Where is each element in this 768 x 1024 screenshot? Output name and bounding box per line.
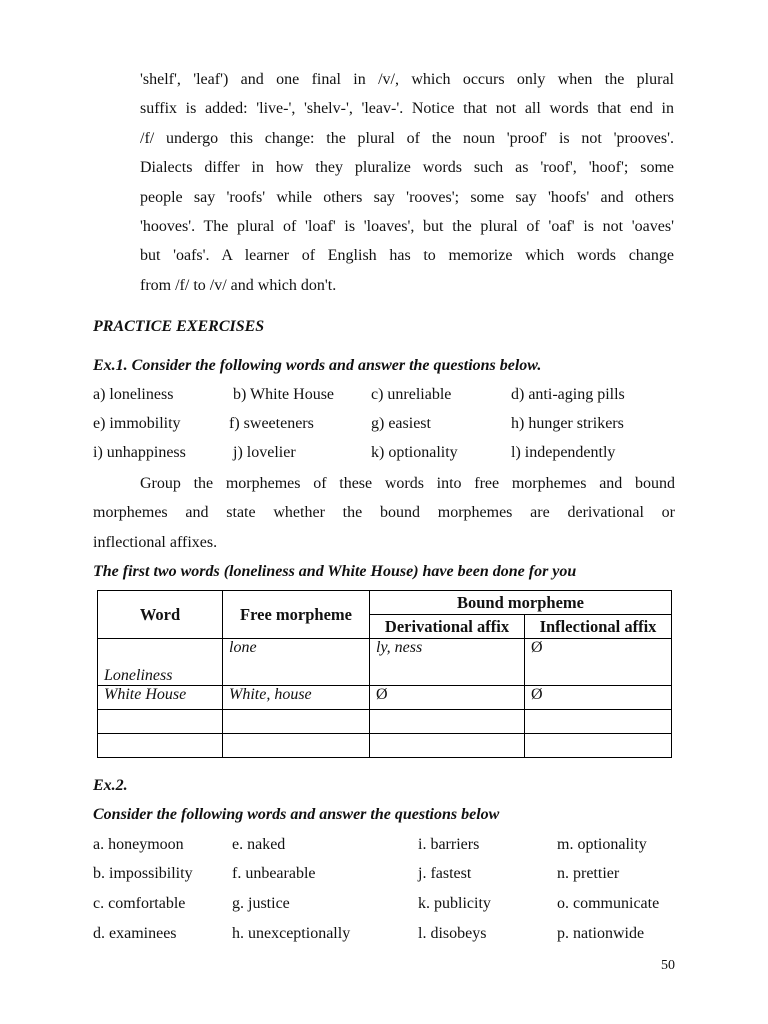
instruction-line: morphemes and state whether the bound morphemes are derivational or bbox=[93, 504, 675, 522]
instruction-line: inflectional affixes. bbox=[93, 533, 218, 551]
paragraph-line: suffix is added: 'live-', 'shelv-', 'leav-'. Notice that not all words that end in bbox=[140, 100, 674, 118]
word-item: a. honeymoon bbox=[93, 836, 184, 853]
cell-free: lone bbox=[223, 639, 370, 686]
cell-inflectional: Ø bbox=[525, 686, 672, 710]
ex2-word-row bbox=[93, 895, 683, 917]
header-bound-morpheme: Bound morpheme bbox=[370, 591, 672, 615]
paragraph-line: people say 'roofs' while others say 'rooves'; some say 'hoofs' and others bbox=[140, 188, 674, 206]
word-item: a) loneliness bbox=[93, 386, 174, 403]
cell-empty bbox=[525, 734, 672, 758]
word-item: c) unreliable bbox=[371, 386, 452, 403]
header-word: Word bbox=[98, 591, 223, 639]
cell-empty bbox=[223, 734, 370, 758]
cell-word: White House bbox=[98, 686, 223, 710]
word-item: e) immobility bbox=[93, 415, 181, 432]
word-item: l. disobeys bbox=[418, 925, 487, 942]
word-item: n. prettier bbox=[557, 865, 620, 882]
ex2-word-row bbox=[93, 836, 683, 858]
word-item: k) optionality bbox=[371, 444, 458, 461]
intro-paragraph bbox=[140, 65, 674, 300]
header-free-morpheme: Free morpheme bbox=[223, 591, 370, 639]
word-item: k. publicity bbox=[418, 895, 491, 912]
word-item: h. unexceptionally bbox=[232, 925, 351, 942]
ex1-note: The first two words (loneliness and White House) have been done for you bbox=[93, 563, 577, 580]
word-item: l) independently bbox=[511, 444, 616, 461]
cell-empty bbox=[370, 734, 525, 758]
word-item: d. examinees bbox=[93, 925, 177, 942]
word-item: d) anti-aging pills bbox=[511, 386, 625, 403]
ex1-word-row bbox=[93, 444, 683, 466]
section-heading: PRACTICE EXERCISES bbox=[93, 318, 265, 335]
paragraph-line: 'hooves'. The plural of 'loaf' is 'loaves', but the plural of 'oaf' is not 'oaves' bbox=[140, 218, 674, 236]
instruction-line: Group the morphemes of these words into free morphemes and bound bbox=[140, 475, 675, 492]
paragraph-line: Dialects differ in how they pluralize words such as 'roof', 'hoof'; some bbox=[140, 159, 674, 177]
cell-empty bbox=[98, 734, 223, 758]
table-row-empty bbox=[98, 734, 672, 758]
cell-word: Loneliness bbox=[98, 639, 223, 686]
paragraph-line: but 'oafs'. A learner of English has to memorize which words change bbox=[140, 247, 674, 265]
word-item: b) White House bbox=[233, 386, 335, 403]
cell-empty bbox=[223, 710, 370, 734]
paragraph-line: /f/ undergo this change: the plural of the noun 'proof' is not 'prooves'. bbox=[140, 129, 674, 147]
word-item: h) hunger strikers bbox=[511, 415, 624, 432]
word-item: i. barriers bbox=[418, 836, 480, 853]
word-item: o. communicate bbox=[557, 895, 660, 912]
cell-empty bbox=[525, 710, 672, 734]
word-item: m. optionality bbox=[557, 836, 647, 853]
ex2-title: Consider the following words and answer the questions below bbox=[93, 806, 500, 823]
morpheme-table bbox=[97, 590, 672, 758]
word-item: g) easiest bbox=[371, 415, 431, 432]
word-item: g. justice bbox=[232, 895, 290, 912]
ex1-title: Ex.1. Consider the following words and answer the questions below. bbox=[93, 357, 542, 374]
word-item: i) unhappiness bbox=[93, 444, 186, 461]
word-item: j) lovelier bbox=[233, 444, 296, 461]
cell-empty bbox=[98, 710, 223, 734]
word-item: j. fastest bbox=[418, 865, 472, 882]
ex2-label: Ex.2. bbox=[93, 777, 128, 794]
word-item: p. nationwide bbox=[557, 925, 645, 942]
header-inflectional-affix: Inflectional affix bbox=[525, 615, 672, 639]
table-row bbox=[98, 639, 672, 686]
ex1-word-row bbox=[93, 415, 683, 437]
paragraph-line: from /f/ to /v/ and which don't. bbox=[140, 276, 337, 294]
word-item: f. unbearable bbox=[232, 865, 316, 882]
word-item: b. impossibility bbox=[93, 865, 193, 882]
table-row bbox=[98, 686, 672, 710]
word-item: f) sweeteners bbox=[229, 415, 314, 432]
ex1-word-row bbox=[93, 386, 683, 408]
paragraph-line: 'shelf', 'leaf') and one final in /v/, which occurs only when the plural bbox=[140, 71, 674, 88]
header-derivational-affix: Derivational affix bbox=[370, 615, 525, 639]
cell-derivational: ly, ness bbox=[370, 639, 525, 686]
word-item: c. comfortable bbox=[93, 895, 186, 912]
word-item: e. naked bbox=[232, 836, 286, 853]
ex2-word-row bbox=[93, 865, 683, 887]
cell-free: White, house bbox=[223, 686, 370, 710]
ex1-instructions bbox=[93, 469, 675, 557]
cell-inflectional: Ø bbox=[525, 639, 672, 686]
page-number: 50 bbox=[661, 958, 675, 973]
cell-derivational: Ø bbox=[370, 686, 525, 710]
cell-empty bbox=[370, 710, 525, 734]
ex2-word-row bbox=[93, 925, 683, 947]
table-row-empty bbox=[98, 710, 672, 734]
